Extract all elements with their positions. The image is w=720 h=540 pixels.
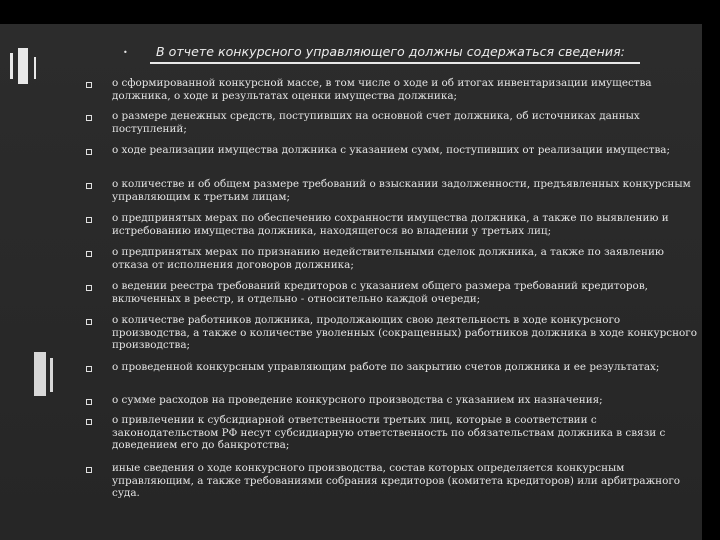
square-bullet-icon <box>86 399 92 405</box>
square-bullet-icon <box>86 115 92 121</box>
list-item: о привлечении к субсидиарной ответственности третьих лиц, которые в соответствии с законодательством РФ несут субсидиарную ответственность по обязательствам должника в связи с доведением его до банкротства; <box>112 414 666 452</box>
list-item: о ходе реализации имущества должника с указанием сумм, поступивших от реализации имущества; <box>112 144 670 156</box>
decorative-bar <box>34 57 36 79</box>
list-item: о количестве работников должника, продолжающих свою деятельность в ходе конкурсного производства, а также о количестве уволенных (сокращенных) работников должника в ходе конкурсного производства; <box>112 314 697 352</box>
decorative-bar <box>50 358 53 392</box>
title-underline <box>150 62 640 64</box>
decorative-bar <box>10 53 13 79</box>
square-bullet-icon <box>86 366 92 372</box>
square-bullet-icon <box>86 217 92 223</box>
list-item: о проведенной конкурсным управляющим работе по закрытию счетов должника и ее результатах; <box>112 361 660 373</box>
square-bullet-icon <box>86 319 92 325</box>
list-item: о сформированной конкурсной массе, в том числе о ходе и об итогах инвентаризации имущества должника, о ходе и результатах оценки имущества должника; <box>112 77 652 102</box>
list-item: о количестве и об общем размере требований о взыскании задолженности, предъявленных конкурсным управляющим к третьим лицам; <box>112 178 691 203</box>
list-item: о ведении реестра требований кредиторов с указанием общего размера требований кредиторов, включенных в реестр, и отдельно - относительно каждой очереди; <box>112 280 648 305</box>
list-item: о размере денежных средств, поступивших на основной счет должника, об источниках данных поступлений; <box>112 110 640 135</box>
list-item: о предпринятых мерах по обеспечению сохранности имущества должника, а также по выявлению и истребованию имущества должника, находящегося во владении у третьих лиц; <box>112 212 669 237</box>
list-item: о сумме расходов на проведение конкурсного производства с указанием их назначения; <box>112 394 603 406</box>
decorative-bar <box>34 352 46 396</box>
square-bullet-icon <box>86 467 92 473</box>
title-bullet-icon: • <box>123 48 128 57</box>
square-bullet-icon <box>86 419 92 425</box>
slide-title-row <box>118 44 678 64</box>
decorative-bar <box>18 48 28 84</box>
square-bullet-icon <box>86 82 92 88</box>
square-bullet-icon <box>86 149 92 155</box>
list-item: о предпринятых мерах по признанию недействительными сделок должника, а также по заявлению отказа от исполнения договоров должника; <box>112 246 664 271</box>
slide-title: В отчете конкурсного управляющего должны содержаться сведения: <box>156 44 625 59</box>
square-bullet-icon <box>86 183 92 189</box>
square-bullet-icon <box>86 251 92 257</box>
square-bullet-icon <box>86 285 92 291</box>
list-item: иные сведения о ходе конкурсного производства, состав которых определяется конкурсным управляющим, а также требованиями собрания кредиторов (комитета кредиторов) или арбитражного суда. <box>112 462 681 500</box>
